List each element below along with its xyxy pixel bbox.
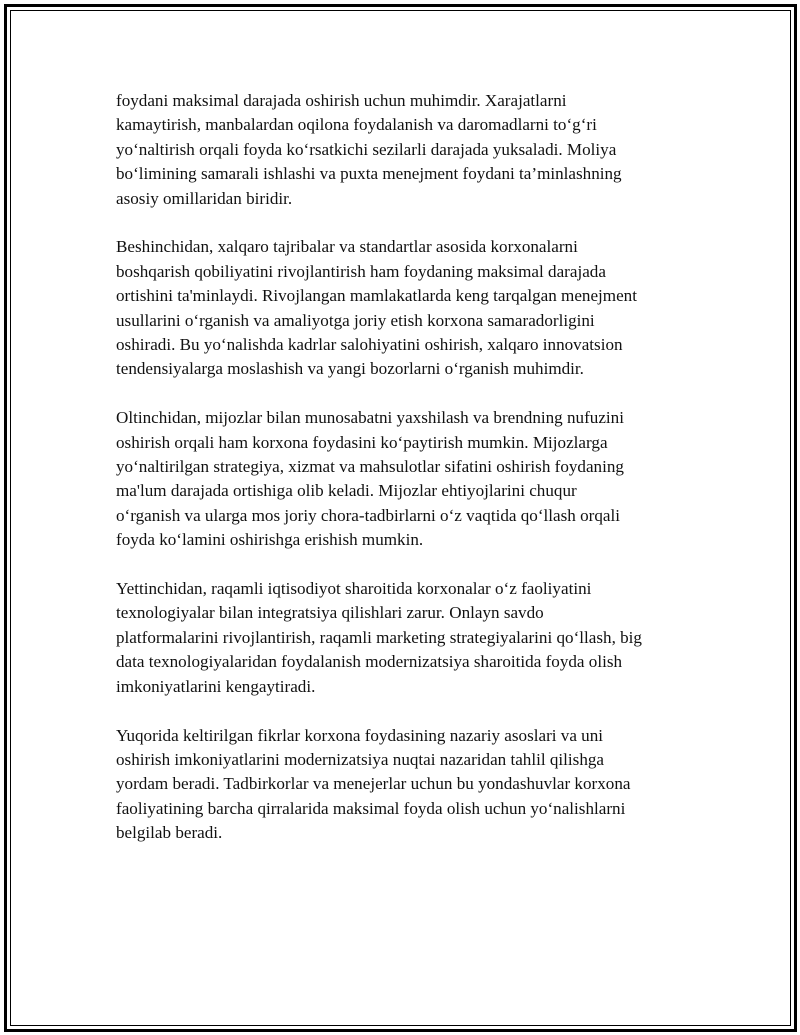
text-line: faoliyatining barcha qirralarida maksimal foyda olish uchun yo‘nalishlarni (116, 798, 626, 818)
paragraph-1 (116, 89, 696, 211)
text-line: bo‘limining samarali ishlashi va puxta menejment foydani ta’minlashning (116, 164, 622, 184)
text-line: data texnologiyalaridan foydalanish modernizatsiya sharoitida foyda olish (116, 652, 623, 672)
text-line: imkoniyatlarini kengaytiradi. (116, 676, 316, 696)
text-line: asosiy omillaridan biridir. (116, 188, 293, 208)
text-line: yo‘naltirish orqali foyda ko‘rsatkichi sezilarli darajada yuksaladi. Moliya (116, 139, 617, 159)
text-line: Beshinchidan, xalqaro tajribalar va standartlar asosida korxonalarni (116, 237, 578, 257)
text-line: oshirish orqali ham korxona foydasini ko‘paytirish mumkin. Mijozlarga (116, 432, 608, 452)
text-line: Yuqorida keltirilgan fikrlar korxona foydasining nazariy asoslari va uni (116, 725, 604, 745)
text-line: oshirish imkoniyatlarini modernizatsiya nuqtai nazaridan tahlil qilishga (116, 749, 605, 769)
text-line: kamaytirish, manbalardan oqilona foydalanish va daromadlarni to‘g‘ri (116, 115, 597, 135)
paragraph-3 (116, 406, 696, 552)
text-line: foydani maksimal darajada oshirish uchun muhimdir. Xarajatlarni (116, 91, 567, 110)
text-line: boshqarish qobiliyatini rivojlantirish ham foydaning maksimal darajada (116, 261, 606, 281)
text-line: belgilab beradi. (116, 823, 223, 843)
document-body (116, 89, 696, 870)
text-line: oshiradi. Bu yo‘nalishda kadrlar salohiyatini oshirish, xalqaro innovatsion (116, 335, 623, 355)
text-line: ma'lum darajada ortishiga olib keladi. Mijozlar ehtiyojlarini chuqur (116, 481, 577, 501)
text-line: tendensiyalarga moslashish va yangi bozorlarni o‘rganish muhimdir. (116, 359, 584, 379)
text-line: yordam beradi. Tadbirkorlar va menejerlar uchun bu yondashuvlar korxona (116, 774, 631, 794)
paragraph-5 (116, 724, 696, 846)
text-line: Oltinchidan, mijozlar bilan munosabatni yaxshilash va brendning nufuzini (116, 408, 624, 428)
text-line: Yettinchidan, raqamli iqtisodiyot sharoitida korxonalar o‘z faoliyatini (116, 579, 592, 599)
text-line: ortishini ta'minlaydi. Rivojlangan mamlakatlarda keng tarqalgan menejment (116, 286, 637, 306)
text-line: yo‘naltirilgan strategiya, xizmat va mahsulotlar sifatini oshirish foydaning (116, 457, 624, 477)
text-line: platformalarini rivojlantirish, raqamli marketing strategiyalarini qo‘llash, big (116, 627, 642, 647)
text-line: usullarini o‘rganish va amaliyotga joriy etish korxona samaradorligini (116, 310, 595, 330)
paragraph-4 (116, 577, 696, 699)
text-line: texnologiyalar bilan integratsiya qilishlari zarur. Onlayn savdo (116, 603, 544, 623)
paragraph-2 (116, 235, 696, 381)
text-line: o‘rganish va ularga mos joriy chora-tadbirlarni o‘z vaqtida qo‘llash orqali (116, 505, 620, 525)
text-line: foyda ko‘lamini oshirishga erishish mumkin. (116, 530, 424, 550)
